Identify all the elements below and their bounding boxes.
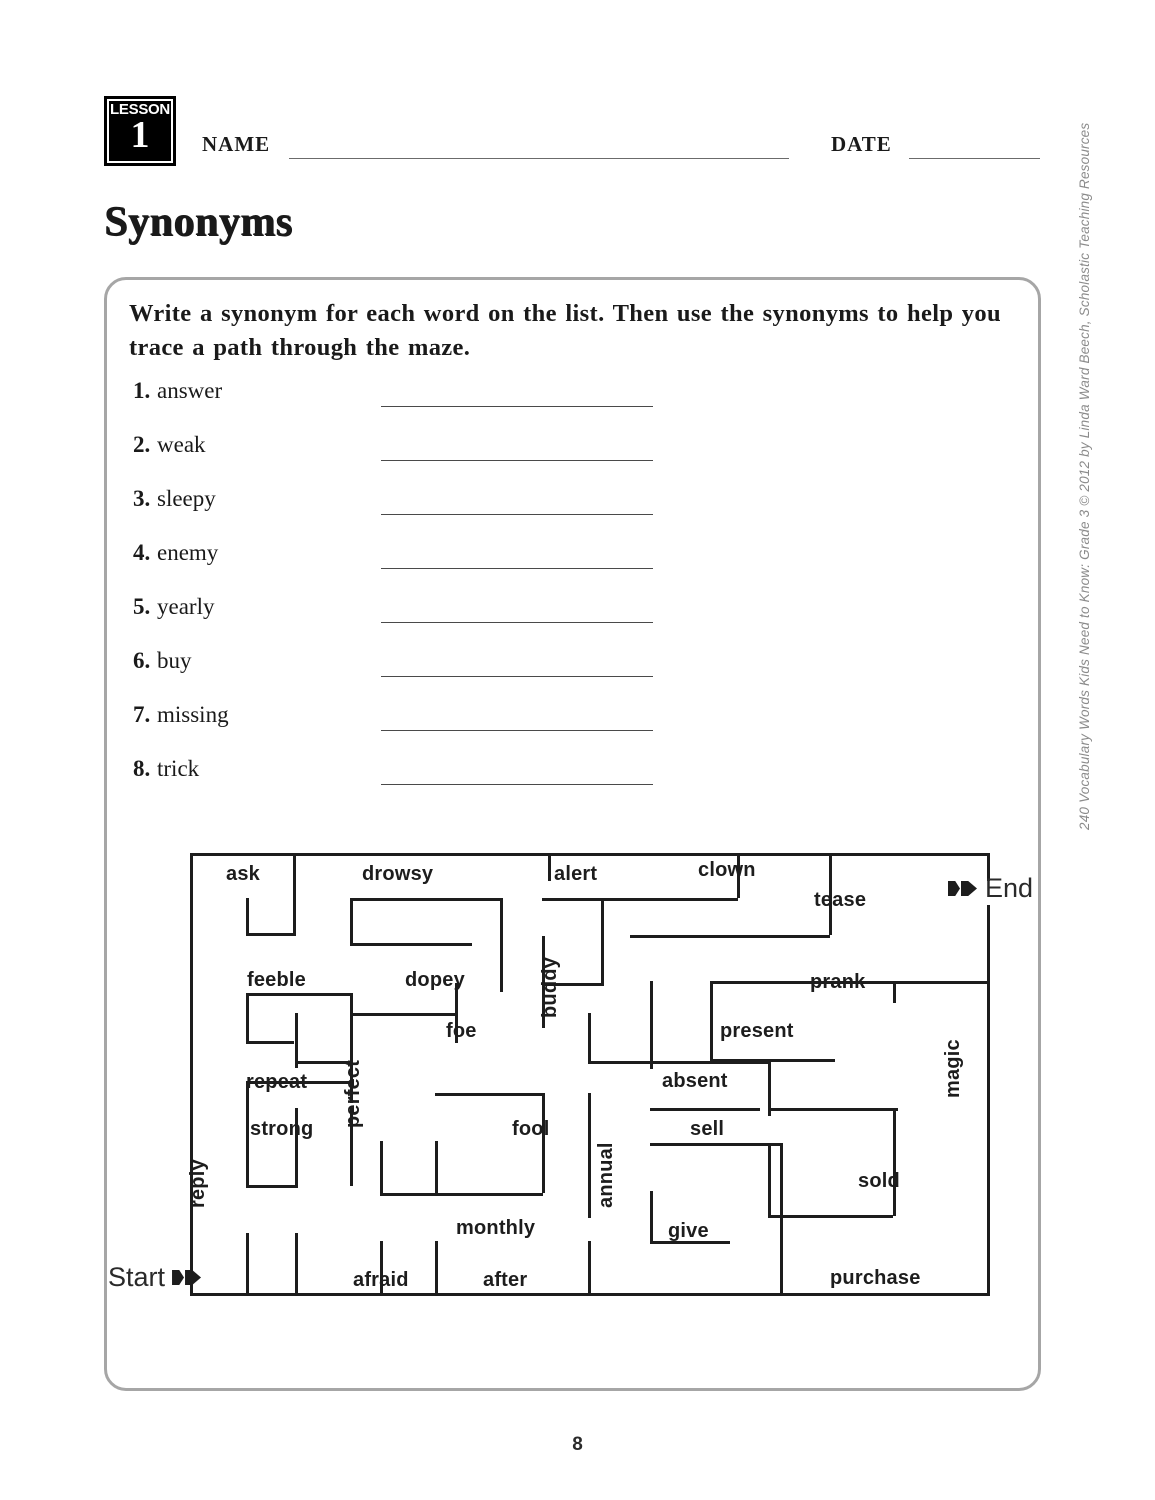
maze-word: feeble	[247, 969, 307, 991]
word-list-item	[133, 648, 693, 702]
end-label: End	[985, 873, 1034, 903]
word-list-word: trick	[157, 756, 200, 781]
maze-word: present	[720, 1020, 794, 1042]
word-list-word: missing	[157, 702, 229, 727]
maze-word: fool	[512, 1118, 550, 1140]
worksheet-header	[104, 96, 1044, 174]
maze-start-marker	[108, 1262, 202, 1293]
maze-word: purchase	[830, 1267, 921, 1289]
synonym-answer-blank[interactable]	[381, 730, 653, 731]
maze	[187, 853, 990, 1296]
word-list-item	[133, 486, 693, 540]
maze-word: annual	[595, 1142, 617, 1208]
maze-word: dopey	[405, 969, 465, 991]
lesson-number: 1	[130, 114, 150, 156]
name-write-line[interactable]	[289, 158, 789, 159]
page-number: 8	[572, 1434, 583, 1455]
maze-word: drowsy	[362, 863, 434, 885]
maze-words	[187, 853, 990, 1296]
date-label: DATE	[831, 132, 892, 156]
word-list-word: buy	[157, 648, 192, 673]
maze-word: after	[483, 1269, 528, 1291]
word-list-word: enemy	[157, 540, 219, 565]
word-list-number: 6.	[133, 648, 151, 673]
lesson-badge	[104, 96, 176, 166]
lesson-word-label: LESSON	[110, 101, 170, 118]
page-title: Synonyms	[104, 199, 293, 245]
instructions-text: Write a synonym for each word on the list. Then use the synonyms to help you trace a path through the maze.	[129, 300, 1001, 361]
word-list-number: 8.	[133, 756, 151, 781]
word-list-word: weak	[157, 432, 206, 457]
word-list-number: 3.	[133, 486, 151, 511]
maze-word: absent	[662, 1070, 728, 1092]
word-list-word: sleepy	[157, 486, 216, 511]
maze-end-marker	[948, 873, 1033, 904]
maze-word: tease	[814, 889, 867, 911]
maze-word: sell	[690, 1118, 725, 1140]
maze-word: prank	[810, 971, 866, 993]
name-label: NAME	[202, 132, 271, 156]
maze-word: give	[668, 1220, 709, 1242]
copyright-credit: 240 Vocabulary Words Kids Need to Know: Grade 3 © 2012 by Linda Ward Beech, Scholastic Teaching Resources	[1077, 122, 1092, 830]
word-list	[133, 378, 693, 810]
maze-word: reply	[187, 1159, 209, 1208]
maze-word: alert	[554, 863, 598, 885]
maze-word: afraid	[353, 1269, 409, 1291]
double-arrow-right-icon	[948, 879, 978, 898]
maze-word: buddy	[539, 957, 561, 1018]
word-list-item	[133, 702, 693, 756]
maze-word: foe	[446, 1020, 477, 1042]
synonym-answer-blank[interactable]	[381, 784, 653, 785]
word-list-number: 4.	[133, 540, 151, 565]
word-list-item	[133, 756, 693, 810]
maze-word: monthly	[456, 1217, 536, 1239]
word-list-number: 1.	[133, 378, 151, 403]
maze-word: repeat	[246, 1071, 308, 1093]
synonym-answer-blank[interactable]	[381, 460, 653, 461]
word-list-item	[133, 378, 693, 432]
word-list-item	[133, 594, 693, 648]
word-list-number: 7.	[133, 702, 151, 727]
double-arrow-right-icon	[172, 1268, 202, 1287]
word-list-item	[133, 540, 693, 594]
maze-word: ask	[226, 863, 260, 885]
word-list-word: answer	[157, 378, 223, 403]
date-write-line[interactable]	[909, 158, 1040, 159]
word-list-number: 5.	[133, 594, 151, 619]
maze-word: magic	[942, 1039, 964, 1098]
maze-word: strong	[250, 1118, 314, 1140]
synonym-answer-blank[interactable]	[381, 568, 653, 569]
word-list-word: yearly	[157, 594, 215, 619]
synonym-answer-blank[interactable]	[381, 622, 653, 623]
start-label: Start	[108, 1262, 166, 1292]
synonym-answer-blank[interactable]	[381, 514, 653, 515]
synonym-answer-blank[interactable]	[381, 676, 653, 677]
maze-word: clown	[698, 859, 756, 881]
word-list-number: 2.	[133, 432, 151, 457]
synonym-answer-blank[interactable]	[381, 406, 653, 407]
maze-word: perfect	[342, 1059, 364, 1128]
maze-word: sold	[858, 1170, 900, 1192]
word-list-item	[133, 432, 693, 486]
